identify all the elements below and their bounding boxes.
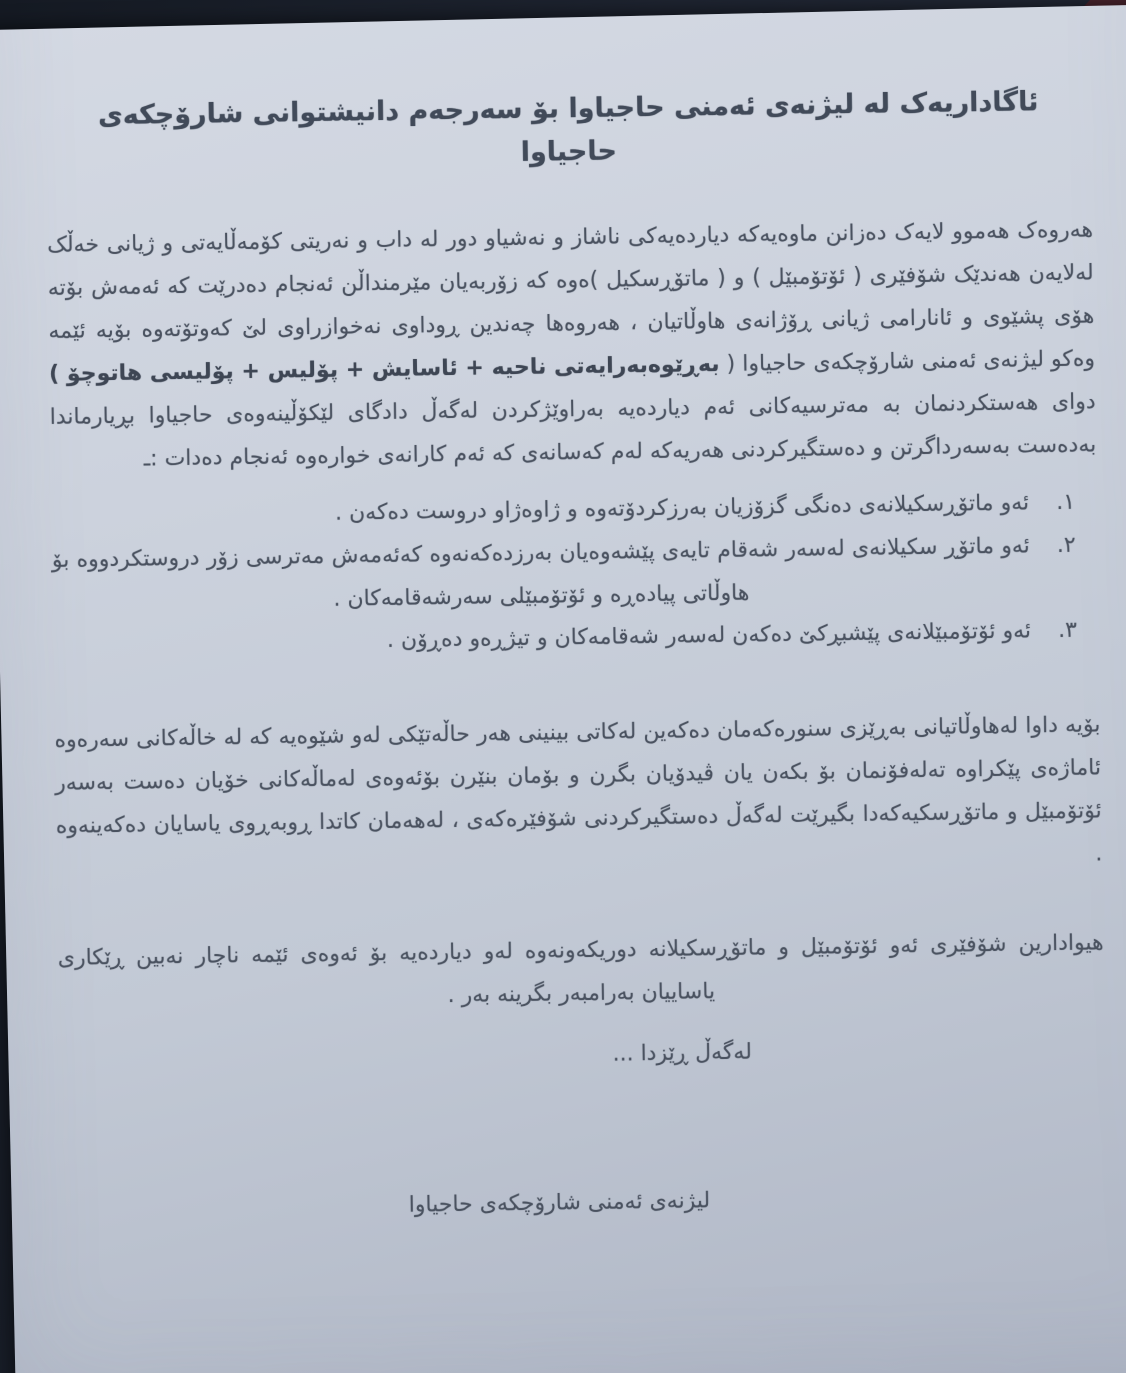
list-item-number: ٣.	[1057, 618, 1078, 644]
paper-sheet	[0, 5, 1126, 1373]
numbered-list	[51, 481, 1077, 668]
paragraph-hope: هیوادارین شۆفێری ئەو ئۆتۆمبێل و ماتۆڕسکیلانە دوریکەونەوە لەو دیاردەیە بۆ ئەوەی ئێمە ناچار نەبین ڕێکاری یاساییان بەرامبەر بگرینە بەر .	[57, 930, 1104, 1008]
closing-salutation: لەگەڵ ڕێزدا ...	[612, 1039, 753, 1067]
list-item-text: ئەو ماتۆڕسکیلانەی دەنگی گزۆزیان بەرزکردۆتەوە و ژاوەژاو دروست دەکەن .	[334, 490, 1030, 526]
list-item	[52, 524, 1077, 625]
list-item-text: ئەو ماتۆڕ سکیلانەی لەسەر شەقام تایەی پێشەوەیان بەرزدەکەنەوە کەئەمەش مەترسی زۆر دروستکردووە بۆ هاوڵاتی پیادەڕە و ئۆتۆمبێلی سەرشەقامەکان .	[51, 533, 1030, 612]
committee-members-bold-segment: بەڕێوەبەرایەتی ناحیە + ئاسایش + پۆلیس + پۆلیسی هاتوچۆ )	[48, 352, 720, 387]
paragraph-notice	[47, 210, 1097, 483]
paragraph-notice-text-1: هەروەک هەموو لایەک دەزانن ماوەیەکە دیاردەیەکی ناشاز و نەشیاو دور لە داب و نەریتی کۆمەڵایەتی و ژیانی خەڵک لەلایەن هەندێک شۆفێری ( ئۆتۆمبێل ) و ( ماتۆڕسکیل )ەوە کە زۆربەیان مێرمنداڵن ئەنجام دەدرێت کە ئەمەش بۆتە هۆی پشێوی و ئانارامی ژیانی ڕۆژانەی هاوڵاتیان ، هەروەها چەندین ڕوداوی نەخوازراوی لێ کەوتۆتەوە بۆیە ئێمە وەکو لیژنەی ئەمنی شارۆچکەی حاجیاوا (	[46, 217, 1096, 378]
notice-document	[0, 5, 1126, 1234]
paragraph-notice-text-2: دوای هەستکردنمان بە مەترسیەکانی ئەم دیاردەیە بەراوێژکردن لەگەڵ دادگای لێکۆڵینەوەی حاجیاوا بڕیارماندا بەدەست بەسەرداگرتن و دەستگیرکردنی هەریەکە لەم کەسانەی کە ئەم کارانەی خوارەوە ئەنجام دەدات :ـ	[49, 389, 1097, 472]
paragraph-request: بۆیە داوا لەهاوڵاتیانی بەڕێزی سنورەکەمان دەکەین لەکاتی بینینی هەر حاڵەتێکی لەو شێوەیە کە لە خاڵەکانی سەرەوە ئاماژەی پێکراوە تەلەفۆنمان بۆ بکەن یان ڤیدۆیان بگرن و بۆمان بنێرن بۆئەوەی لەماڵەکانی خۆیان دەست بەسەر ئۆتۆمبێل و ماتۆڕسکیەکەدا بگیرێت لەگەڵ دەستگیرکردنی شۆفێرەکەی ، لەهەمان کاتدا ڕوبەڕوی یاسایان دەکەینەوە .	[54, 712, 1103, 867]
list-item-text: ئەو ئۆتۆمبێلانەی پێشبڕکێ دەکەن لەسەر شەقامەکان و تیژڕەو دەڕۆن .	[386, 618, 1032, 654]
list-item-number: ٢.	[1056, 532, 1076, 558]
list-item-number: ١.	[1056, 489, 1076, 515]
signature-line: لیژنەی ئەمنی شارۆچکەی حاجیاوا	[408, 1187, 711, 1218]
document-title: ئاگاداریەک لە لیژنەی ئەمنی حاجیاوا بۆ سەرجەم دانیشتوانی شارۆچکەی حاجیاوا	[97, 86, 1039, 169]
